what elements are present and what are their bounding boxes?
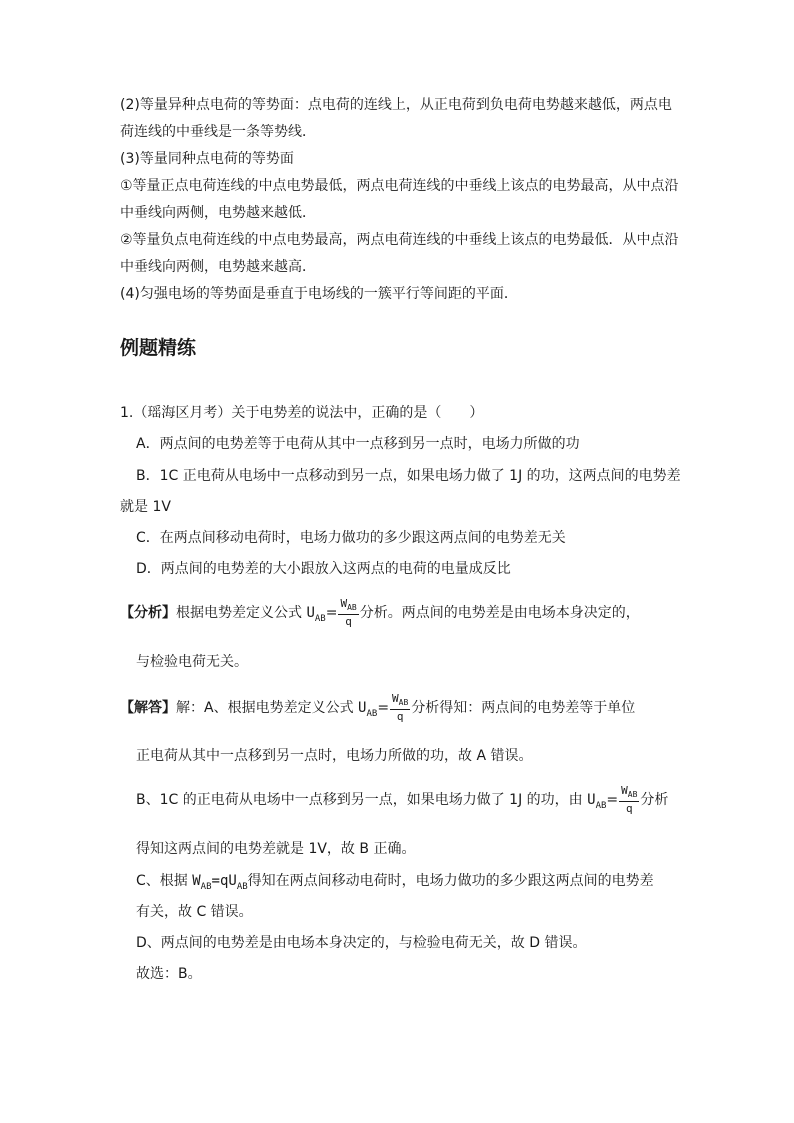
solution-a-line-2: 正电荷从其中一点移到另一点时，电场力所做的功，故 A 错误。 <box>136 748 533 764</box>
answer: 故选：B。 <box>136 966 202 982</box>
intro-line-5: 中垂线向两侧，电势越来越低． <box>120 205 316 221</box>
formula-eq: = <box>325 605 338 621</box>
option-c: C．在两点间移动电荷时，电场力做功的多少跟这两点间的电势差无关 <box>136 530 566 546</box>
solution-c-line-2: 有关，故 C 错误。 <box>136 904 253 920</box>
intro-line-3: (3)等量同种点电荷的等势面 <box>120 151 294 167</box>
solution-c-line-1 <box>136 871 654 897</box>
formula-fraction: $\frac{W_{AB}}{q}$ <box>340 596 357 629</box>
solution-a-pre: 解：A、根据电势差定义公式 <box>176 700 359 716</box>
solution-b-line-2: 得知这两点间的电势差就是 1V，故 B 正确。 <box>136 841 416 857</box>
intro-line-1: (2)等量异种点电荷的等势面：点电荷的连线上，从正电荷到负电荷电势越来越低，两点电 <box>120 97 672 113</box>
solution-c-mid: =q <box>211 873 229 889</box>
intro-line-6: ②等量负点电荷连线的中点电势最高，两点电荷连线的中垂线上该点的电势最低．从中点沿 <box>120 232 679 248</box>
formula-u: $U_{AB}$ <box>587 792 607 811</box>
section-heading: 例题精练 <box>120 337 197 359</box>
question-stem: 1.（瑶海区月考）关于电势差的说法中，正确的是（ ） <box>120 405 484 421</box>
solution-b-line-1: B、1C 的正电荷从电场中一点移到另一点，如果电场力做了 1J 的功，由 $U_{AB}=$ $\frac{W_{AB}}{q}$ 分析 <box>136 783 669 816</box>
intro-line-7: 中垂线向两侧，电势越来越高． <box>120 259 316 275</box>
analysis-pre: 根据电势差定义公式 <box>176 605 307 621</box>
intro-line-8: (4)匀强电场的等势面是垂直于电场线的一簇平行等间距的平面． <box>120 286 518 302</box>
option-b-line-2: 就是 1V <box>120 499 171 515</box>
solution-c-pre: C、根据 <box>136 873 193 889</box>
solution-d: D、两点间的电势差是由电场本身决定的，与检验电荷无关，故 D 错误。 <box>136 935 587 951</box>
formula-fraction: $\frac{W_{AB}}{q}$ <box>392 691 409 724</box>
formula-u: $U_{AB}$ <box>228 873 248 892</box>
solution-a-line-1: 【解答】解：A、根据电势差定义公式 $U_{AB}=$ $\frac{W_{AB}}{q}$ 分析得知：两点间的电势差等于单位 <box>120 691 636 724</box>
analysis-tag: 【分析】 <box>120 605 176 621</box>
solution-tag: 【解答】 <box>120 700 176 716</box>
formula-u: $U_{AB}$ <box>306 605 326 624</box>
analysis-line-2: 与检验电荷无关。 <box>136 654 248 670</box>
analysis-post: 分析。两点间的电势差是由电场本身决定的， <box>359 605 640 621</box>
intro-line-4: ①等量正点电荷连线的中点电势最低，两点电荷连线的中垂线上该点的电势最高，从中点沿 <box>120 178 679 194</box>
option-d: D．两点间的电势差的大小跟放入这两点的电荷的电量成反比 <box>136 561 511 577</box>
formula-u: $U_{AB}$ <box>358 700 378 719</box>
option-b-line-1: B．1C 正电荷从电场中一点移动到另一点，如果电场力做了 1J 的功，这两点间的电势差 <box>136 468 681 484</box>
solution-b-pre: B、1C 的正电荷从电场中一点移到另一点，如果电场力做了 1J 的功，由 <box>136 792 588 808</box>
formula-fraction: $\frac{W_{AB}}{q}$ <box>621 783 638 816</box>
solution-a-post: 分析得知：两点间的电势差等于单位 <box>411 700 636 716</box>
intro-line-2: 荷连线的中垂线是一条等势线． <box>120 124 316 140</box>
formula-w: $W_{AB}$ <box>192 873 212 892</box>
solution-b-post: 分析 <box>640 792 669 808</box>
analysis-line-1 <box>120 597 640 635</box>
option-a: A．两点间的电势差等于电荷从其中一点移到另一点时，电场力所做的功 <box>136 436 580 452</box>
solution-c-post: 得知在两点间移动电荷时，电场力做功的多少跟这两点间的电势差 <box>247 873 654 889</box>
